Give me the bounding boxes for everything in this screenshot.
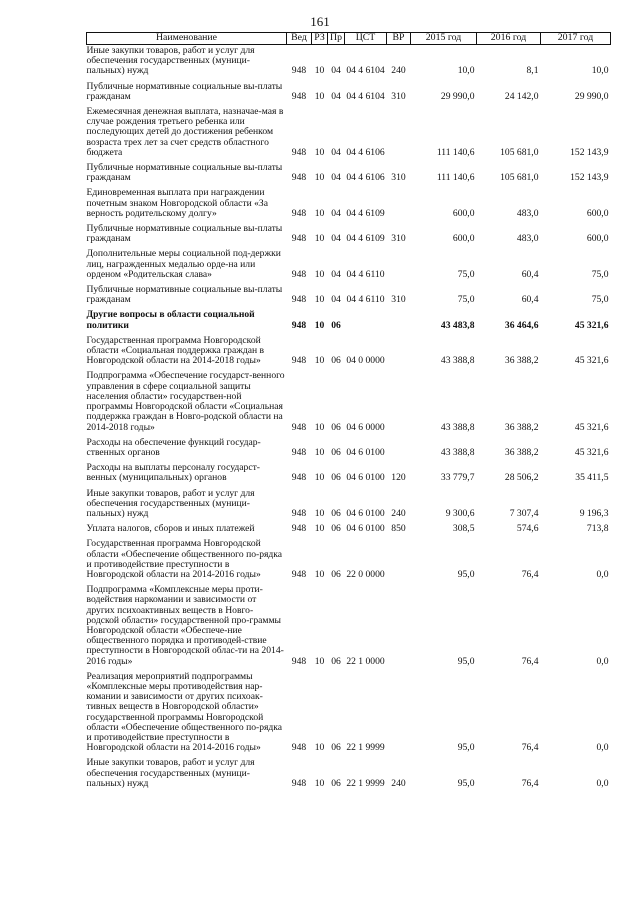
row-vr: 850	[391, 523, 406, 535]
row-rz: 10	[314, 172, 325, 184]
row-pr: 04	[331, 172, 341, 184]
row-pr: 04	[331, 268, 341, 280]
row-pr: 04	[331, 294, 341, 306]
table-row	[87, 81, 611, 106]
row-cst: 22 1 0000	[346, 655, 385, 667]
row-amount-2015: 9 300,6	[445, 507, 475, 519]
row-cst: 22 1 9999	[346, 777, 385, 789]
row-amount-2017: 29 990,0	[574, 90, 609, 102]
row-amount-2017: 0,0	[596, 568, 609, 580]
row-pr: 06	[331, 568, 341, 580]
row-ved: 948	[291, 777, 307, 789]
row-pr: 06	[331, 507, 341, 519]
row-rz: 10	[314, 777, 325, 789]
row-amount-2015: 95,0	[457, 777, 475, 789]
row-amount-2015: 29 990,0	[440, 90, 475, 102]
table-row	[87, 523, 611, 538]
row-amount-2017: 45 321,6	[574, 355, 609, 367]
row-cst: 04 4 6109	[346, 207, 385, 219]
row-rz: 10	[314, 568, 325, 580]
row-cst: 04 6 0100	[346, 507, 385, 519]
row-ved: 948	[291, 90, 307, 102]
budget-table	[86, 32, 611, 793]
row-rz: 10	[314, 319, 325, 331]
row-amount-2016: 574,6	[516, 523, 539, 535]
row-amount-2016: 8,1	[526, 65, 539, 77]
header-2015: 2015 год	[411, 33, 477, 45]
row-pr: 06	[331, 742, 341, 754]
row-amount-2015: 95,0	[457, 568, 475, 580]
row-pr: 04	[331, 233, 341, 245]
row-cst: 04 4 6104	[346, 65, 385, 77]
row-name: Единовременная выплата при награждении почетным знаком Новгородской области «За верность родительскому долгу»	[86, 187, 268, 219]
row-cst	[345, 309, 387, 334]
row-pr: 06	[331, 421, 341, 433]
row-amount-2017: 0,0	[596, 742, 609, 754]
table-row	[87, 538, 611, 584]
row-amount-2016: 60,4	[521, 268, 539, 280]
row-vr: 240	[391, 777, 406, 789]
row-vr	[387, 437, 411, 462]
row-vr	[387, 187, 411, 223]
row-amount-2015: 10,0	[457, 65, 475, 77]
row-pr: 06	[331, 446, 341, 458]
row-vr	[387, 309, 411, 334]
row-ved: 948	[291, 472, 307, 484]
row-amount-2016: 36 464,6	[504, 319, 539, 331]
row-amount-2015: 43 388,8	[440, 446, 475, 458]
row-cst: 04 4 6110	[346, 294, 385, 306]
row-cst: 04 6 0000	[346, 421, 385, 433]
row-name: Расходы на выплаты персоналу государст-венных (муниципальных) органов	[86, 462, 260, 484]
row-amount-2017: 713,8	[586, 523, 609, 535]
row-ved: 948	[291, 294, 307, 306]
row-cst: 22 0 0000	[346, 568, 385, 580]
table-header-row	[87, 33, 611, 45]
page-number: 161	[310, 14, 330, 29]
row-rz: 10	[314, 294, 325, 306]
row-rz: 10	[314, 472, 325, 484]
row-vr	[387, 584, 411, 671]
row-name: Публичные нормативные социальные вы-платы гражданам	[86, 162, 283, 184]
table-row	[87, 187, 611, 223]
row-amount-2015: 111 140,6	[436, 146, 475, 158]
row-amount-2015: 308,5	[452, 523, 475, 535]
row-amount-2016: 483,0	[516, 233, 539, 245]
row-amount-2016: 36 388,2	[504, 355, 539, 367]
row-amount-2015: 43 388,8	[440, 421, 475, 433]
row-name: Подпрограмма «Комплексные меры проти-водействия наркомании и зависимости от других психоактивных веществ в Новго-родской области» государственной про-граммы Новгородской области «Обеспече-ние общественного порядка и противодей-ствие преступности в Новгородской облас-ти на 2014-2016 годы»	[86, 584, 284, 667]
header-2016: 2016 год	[477, 33, 541, 45]
row-rz: 10	[314, 446, 325, 458]
table-row	[87, 488, 611, 524]
row-cst: 04 4 6110	[346, 268, 385, 280]
row-vr: 310	[391, 294, 406, 306]
row-amount-2016: 36 388,2	[504, 446, 539, 458]
table-row	[87, 309, 611, 334]
row-amount-2017: 152 143,9	[570, 146, 609, 158]
row-ved: 948	[291, 507, 307, 519]
row-cst: 22 1 9999	[346, 742, 385, 754]
row-pr: 06	[331, 472, 341, 484]
row-vr	[387, 538, 411, 584]
row-rz: 10	[314, 507, 325, 519]
row-rz: 10	[314, 207, 325, 219]
header-rz: РЗ	[312, 33, 328, 45]
table-row	[87, 757, 611, 793]
table-row	[87, 437, 611, 462]
row-amount-2015: 95,0	[457, 742, 475, 754]
row-name: Уплата налогов, сборов и иных платежей	[86, 523, 255, 535]
row-rz: 10	[314, 655, 325, 667]
row-cst: 04 6 0100	[346, 523, 385, 535]
row-rz: 10	[314, 65, 325, 77]
row-ved: 948	[291, 319, 307, 331]
row-amount-2015: 600,0	[452, 207, 475, 219]
row-name: Реализация мероприятий подпрограммы «Комплексные меры противодействия нар-комании и зависимости от других психоак-тивных веществ в Новгородской области» государственной программы Новгородской области «Обеспечение общественного по-рядка и противодействие преступности в Новгородской области на 2014-2016 годы»	[86, 670, 283, 754]
row-pr: 04	[331, 207, 341, 219]
row-vr	[387, 335, 411, 371]
row-amount-2017: 45 321,6	[574, 446, 609, 458]
row-amount-2016: 60,4	[521, 294, 539, 306]
table-row	[87, 370, 611, 436]
header-vr: ВР	[387, 33, 411, 45]
row-amount-2016: 105 681,0	[500, 172, 539, 184]
row-amount-2017: 600,0	[586, 207, 609, 219]
row-cst: 04 6 0100	[346, 446, 385, 458]
row-amount-2015: 43 388,8	[440, 355, 475, 367]
row-amount-2017: 35 411,5	[575, 472, 609, 484]
row-pr: 06	[331, 523, 341, 535]
row-ved: 948	[291, 268, 307, 280]
row-name: Подпрограмма «Обеспечение государст-венного управления в сфере социальной защиты населения области» государствен-ной программы Новгородской области «Социальная поддержка граждан в Новго-родской области на 2014-2018 годы»	[86, 370, 285, 433]
table-row	[87, 248, 611, 284]
row-rz: 10	[314, 355, 325, 367]
row-ved: 948	[291, 742, 307, 754]
table-row	[87, 671, 611, 758]
row-pr: 06	[331, 655, 341, 667]
table-row	[87, 284, 611, 309]
row-vr	[387, 671, 411, 758]
row-amount-2016: 483,0	[516, 207, 539, 219]
row-rz: 10	[314, 233, 325, 245]
row-vr: 310	[391, 172, 406, 184]
row-amount-2015: 33 779,7	[440, 472, 475, 484]
row-vr	[387, 106, 411, 162]
row-name: Публичные нормативные социальные вы-платы гражданам	[86, 223, 283, 245]
row-ved: 948	[291, 207, 307, 219]
row-ved: 948	[291, 65, 307, 77]
row-amount-2015: 75,0	[457, 294, 475, 306]
row-pr: 04	[331, 146, 341, 158]
row-amount-2017: 75,0	[591, 294, 609, 306]
row-amount-2016: 76,4	[521, 742, 539, 754]
row-pr: 06	[331, 319, 341, 331]
row-name: Ежемесячная денежная выплата, назначае-мая в случае рождения третьего ребенка или последующих детей до достижения ребенком возраста трех лет за счет средств областного бюджета	[86, 106, 284, 158]
table-row	[87, 45, 611, 81]
row-amount-2017: 75,0	[591, 268, 609, 280]
row-amount-2016: 105 681,0	[500, 146, 539, 158]
table-row	[87, 462, 611, 487]
row-rz: 10	[314, 90, 325, 102]
row-rz: 10	[314, 742, 325, 754]
header-2017: 2017 год	[541, 33, 611, 45]
header-ved: Вед	[287, 33, 312, 45]
row-amount-2017: 45 321,6	[574, 319, 609, 331]
row-ved: 948	[291, 568, 307, 580]
row-name: Иные закупки товаров, работ и услуг для обеспечения государственных (муници-пальных) нужд	[86, 487, 255, 519]
row-name: Государственная программа Новгородской области «Социальная поддержка граждан в Новгородской области на 2014-2018 годы»	[86, 334, 265, 367]
row-cst: 04 4 6106	[346, 172, 385, 184]
row-vr	[387, 370, 411, 436]
row-cst: 04 0 0000	[346, 355, 385, 367]
table-row	[87, 106, 611, 162]
table-row	[87, 162, 611, 187]
row-amount-2016: 7 307,4	[509, 507, 539, 519]
table-row	[87, 584, 611, 671]
row-amount-2016: 24 142,0	[504, 90, 539, 102]
header-name: Наименование	[87, 33, 287, 45]
row-name: Публичные нормативные социальные вы-платы гражданам	[86, 80, 283, 102]
row-name: Иные закупки товаров, работ и услуг для обеспечения государственных (муници-пальных) нужд	[86, 757, 255, 789]
header-cst: ЦСТ	[345, 33, 387, 45]
row-name: Иные закупки товаров, работ и услуг для обеспечения государственных (муници-пальных) нужд	[86, 45, 255, 77]
row-rz: 10	[314, 421, 325, 433]
row-amount-2016: 36 388,2	[504, 421, 539, 433]
row-rz: 10	[314, 523, 325, 535]
row-amount-2016: 76,4	[521, 568, 539, 580]
row-name: Расходы на обеспечение функций государ-ственных органов	[86, 436, 261, 458]
row-name: Другие вопросы в области социальной политики	[86, 309, 255, 331]
row-ved: 948	[291, 355, 307, 367]
row-vr: 310	[391, 233, 406, 245]
row-amount-2016: 76,4	[521, 777, 539, 789]
row-amount-2015: 111 140,6	[436, 172, 475, 184]
row-cst: 04 4 6104	[346, 90, 385, 102]
table-row	[87, 223, 611, 248]
row-pr: 06	[331, 777, 341, 789]
row-amount-2017: 10,0	[591, 65, 609, 77]
row-amount-2017: 45 321,6	[574, 421, 609, 433]
row-ved: 948	[291, 172, 307, 184]
row-vr: 240	[391, 507, 406, 519]
row-name: Государственная программа Новгородской области «Обеспечение общественного по-рядка и противодействие преступности в Новгородской области на 2014-2016 годы»	[86, 538, 283, 580]
row-name: Публичные нормативные социальные вы-платы гражданам	[86, 284, 283, 306]
table-row	[87, 335, 611, 371]
row-amount-2015: 75,0	[457, 268, 475, 280]
row-ved: 948	[291, 146, 307, 158]
row-amount-2015: 600,0	[452, 233, 475, 245]
row-cst: 04 4 6106	[346, 146, 385, 158]
row-amount-2016: 28 506,2	[504, 472, 539, 484]
row-pr: 04	[331, 90, 341, 102]
row-cst: 04 6 0100	[346, 472, 385, 484]
row-amount-2016: 76,4	[521, 655, 539, 667]
row-amount-2017: 0,0	[596, 655, 609, 667]
header-pr: Пр	[328, 33, 345, 45]
row-amount-2017: 0,0	[596, 777, 609, 789]
row-rz: 10	[314, 146, 325, 158]
row-name: Дополнительные меры социальной под-держки лиц, награжденных медалью орде-на или орденом «Родительская слава»	[86, 248, 281, 280]
table-body	[87, 45, 611, 794]
row-ved: 948	[291, 421, 307, 433]
row-ved: 948	[291, 655, 307, 667]
row-amount-2017: 9 196,3	[579, 507, 609, 519]
row-amount-2017: 600,0	[586, 233, 609, 245]
row-vr: 310	[391, 90, 406, 102]
row-vr: 120	[391, 472, 406, 484]
row-pr: 04	[331, 65, 341, 77]
row-ved: 948	[291, 523, 307, 535]
row-pr: 06	[331, 355, 341, 367]
row-amount-2015: 43 483,8	[440, 319, 475, 331]
row-rz: 10	[314, 268, 325, 280]
row-ved: 948	[291, 233, 307, 245]
row-ved: 948	[291, 446, 307, 458]
row-cst: 04 4 6109	[346, 233, 385, 245]
row-amount-2015: 95,0	[457, 655, 475, 667]
row-vr	[387, 248, 411, 284]
row-vr: 240	[391, 65, 406, 77]
row-amount-2017: 152 143,9	[570, 172, 609, 184]
